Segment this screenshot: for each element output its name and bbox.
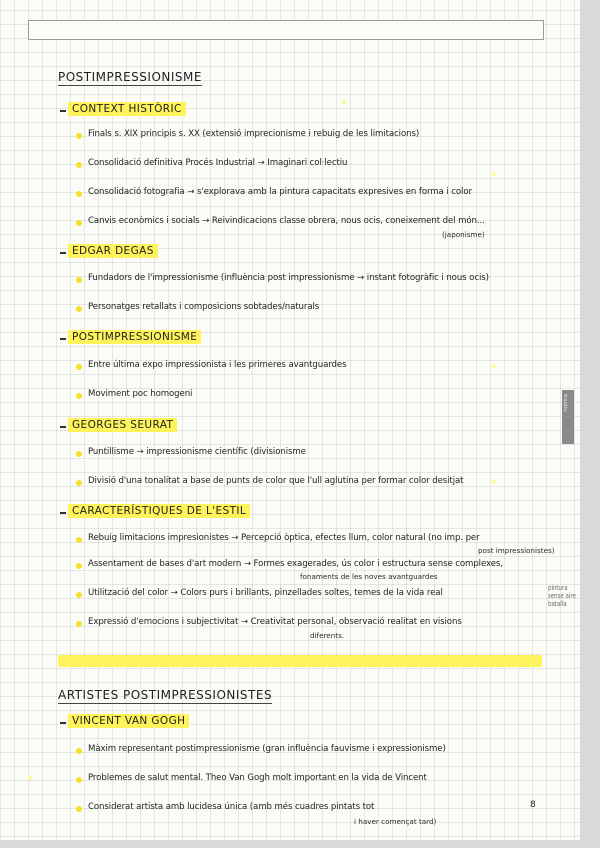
section-title: ARTISTES POSTIMPRESSIONISTES [58,688,273,702]
bullet [76,480,82,486]
list-item: Màxim representant postimpressionisme (gran influència fauvisme i expressionisme) [88,744,446,754]
heading-context: CONTEXT HISTÒRIC [68,102,186,116]
highlighter-divider [58,655,542,667]
sticker-label: rubrica [563,394,569,412]
list-item: Considerat artista amb lucidesa única (amb més cuadres pintats tot [88,802,375,812]
list-item: Expressió d'emocions i subjectivitat → Creativitat personal, observació realitat en visions [88,617,462,627]
list-item: Assentament de bases d'art modern → Formes exagerades, ús color i estructura sense complexes, [88,559,503,569]
bullet [76,592,82,598]
bullet [76,191,82,197]
heading-dash [60,110,66,112]
list-item: Finals s. XIX principis s. XX (extensió imprecionisme i rebuig de les limitacions) [88,129,420,139]
list-item: Problemes de salut mental. Theo Van Gogh molt important en la vida de Vincent [88,773,427,783]
heading-degas: EDGAR DEGAS [68,244,158,258]
heading-dash [60,252,66,254]
list-item: Fundadors de l'impressionisme (influència post impressionisme → instant fotogràfic i nous ocis) [88,273,489,283]
bullet [76,306,82,312]
list-item: Canvis econòmics i socials → Reivindicacions classe obrera, nous ocis, coneixement del món... [88,216,485,226]
bullet [76,393,82,399]
heading-seurat: GEORGES SEURAT [68,418,177,432]
bullet [76,162,82,168]
bullet [76,220,82,226]
list-item-note: (japonisme) [442,230,485,239]
heading-postimpressionisme: POSTIMPRESSIONISME [68,330,201,344]
heading-dash [60,512,66,514]
list-item-note: i haver començat tard) [354,817,437,826]
list-item: Entre última expo impressionista i les primeres avantguardes [88,360,347,370]
list-item-note: post impressionistes) [478,546,555,555]
page-number: 8 [530,800,536,810]
bullet [76,451,82,457]
section-title: POSTIMPRESSIONISME [58,70,202,84]
list-item: Consolidació fotografia → s'explorava amb la pintura capacitats expresives en forma i color [88,187,472,197]
heading-style: CARACTERÍSTIQUES DE L'ESTIL [68,504,250,518]
list-item-note: diferents. [310,631,345,640]
bullet [76,537,82,543]
list-item: Divisió d'una tonalitat a base de punts de color que l'ull aglutina per formar color desitjat [88,476,464,486]
bullet [76,277,82,283]
bullet [76,806,82,812]
list-item: Personatges retallats i composicions sobtades/naturals [88,302,320,312]
list-item: Rebuig limitacions impresionistes → Percepció òptica, efectes llum, color natural (no imp. per [88,533,480,543]
list-item: Consolidació definitiva Procés Industrial → Imaginari col·lectiu [88,158,348,168]
bullet [76,563,82,569]
margin-note: pintura sense aire batalla [548,584,576,608]
bullet [76,777,82,783]
list-item: Puntillisme → impressionisme científic (divisionisme [88,447,306,457]
heading-dash [60,426,66,428]
bullet [76,621,82,627]
bullet [76,133,82,139]
heading-dash [60,722,66,724]
heading-vangogh: VINCENT VAN GOGH [68,714,189,728]
bullet [76,748,82,754]
list-item: Utilització del color → Colors purs i brillants, pinzellades soltes, temes de la vida real [88,588,443,598]
list-item: Moviment poc homogeni [88,389,193,399]
list-item-note: fonaments de les noves avantguardes [300,572,438,581]
heading-dash [60,338,66,340]
bullet [76,364,82,370]
